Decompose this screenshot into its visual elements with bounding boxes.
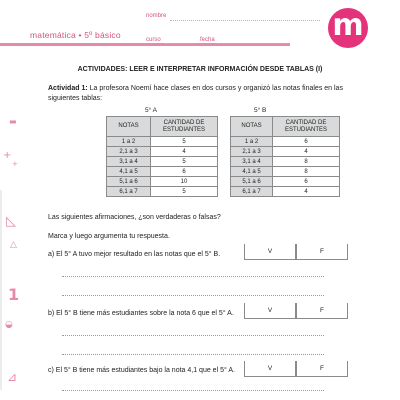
ruler-pencil-icon: ⊿ bbox=[7, 370, 18, 384]
count-cell: 5 bbox=[151, 157, 218, 167]
true-label: V bbox=[267, 248, 273, 255]
activity-intro bbox=[48, 84, 360, 104]
range-cell: 4,1 a 5 bbox=[231, 167, 273, 177]
range-cell: 2,1 a 3 bbox=[231, 147, 273, 157]
answer-line[interactable] bbox=[62, 295, 324, 296]
range-cell: 1 a 2 bbox=[107, 137, 151, 147]
option-false-c[interactable] bbox=[296, 361, 348, 377]
option-false-a[interactable] bbox=[296, 244, 348, 260]
false-label: F bbox=[320, 307, 324, 314]
notes-header: NOTAS bbox=[231, 117, 273, 137]
course-label: curso bbox=[146, 37, 161, 43]
statement-c: c) El 5° B tiene más estudiantes bajo la nota 4,1 que el 5° A. bbox=[48, 367, 235, 374]
count-cell: 8 bbox=[273, 157, 340, 167]
count-cell: 10 bbox=[151, 177, 218, 187]
ruler-icon: ▬ bbox=[9, 117, 17, 126]
course-5a-label: 5° A bbox=[145, 107, 157, 114]
count-cell: 4 bbox=[151, 147, 218, 157]
range-cell: 1 a 2 bbox=[231, 137, 273, 147]
range-cell: 3,1 a 4 bbox=[107, 157, 151, 167]
count-cell: 8 bbox=[273, 167, 340, 177]
range-cell: 5,1 a 6 bbox=[231, 177, 273, 187]
activity-title: ACTIVIDADES: LEER E INTERPRETAR INFORMACIÓN DESDE TABLAS (I) bbox=[77, 66, 323, 73]
set-square-icon: ◺ bbox=[6, 214, 16, 229]
date-label: fecha bbox=[200, 37, 215, 43]
count-cell: 4 bbox=[273, 147, 340, 157]
page-header bbox=[0, 0, 400, 52]
table-row bbox=[231, 187, 340, 197]
count-cell: 5 bbox=[151, 137, 218, 147]
count-header: CANTIDAD DE ESTUDIANTES bbox=[273, 117, 340, 137]
table-row bbox=[107, 167, 218, 177]
statement-b: b) El 5° B tiene más estudiantes sobre la nota 6 que el 5° A. bbox=[48, 310, 234, 317]
brand-logo: m bbox=[328, 8, 368, 48]
statement-a: a) El 5° A tuvo mejor resultado en las notas que el 5° B. bbox=[48, 251, 221, 258]
triangle-icon: △ bbox=[10, 240, 17, 250]
margin-line bbox=[0, 190, 2, 390]
date-field[interactable] bbox=[218, 43, 290, 44]
table-row bbox=[107, 147, 218, 157]
plus-icon: + bbox=[3, 150, 12, 161]
range-cell: 6,1 a 7 bbox=[231, 187, 273, 197]
small-plus-icon: + bbox=[12, 160, 18, 168]
range-cell: 6,1 a 7 bbox=[107, 187, 151, 197]
range-cell: 5,1 a 6 bbox=[107, 177, 151, 187]
course-5b-label: 5° B bbox=[254, 107, 267, 114]
grades-table-5a bbox=[106, 116, 218, 197]
table-row bbox=[231, 157, 340, 167]
count-header: CANTIDAD DE ESTUDIANTES bbox=[151, 117, 218, 137]
false-label: F bbox=[320, 248, 324, 255]
option-true-c[interactable] bbox=[244, 361, 296, 377]
range-cell: 4,1 a 5 bbox=[107, 167, 151, 177]
true-label: V bbox=[267, 365, 273, 372]
name-label: nombre bbox=[146, 13, 167, 19]
protractor-icon: ◒ bbox=[5, 320, 13, 330]
false-label: F bbox=[320, 365, 324, 372]
notes-header: NOTAS bbox=[107, 117, 151, 137]
table-row bbox=[107, 137, 218, 147]
option-true-a[interactable] bbox=[244, 244, 296, 260]
activity-intro-text: La profesora Noemí hace clases en dos cursos y organizó las notas finales en las siguientes tablas: bbox=[48, 85, 343, 102]
true-label: V bbox=[267, 307, 273, 314]
table-row bbox=[231, 147, 340, 157]
table-row bbox=[231, 137, 340, 147]
answer-line[interactable] bbox=[62, 276, 324, 277]
option-true-b[interactable] bbox=[244, 303, 296, 319]
answer-line[interactable] bbox=[62, 354, 324, 355]
count-cell: 6 bbox=[273, 177, 340, 187]
count-cell: 6 bbox=[151, 167, 218, 177]
number-one-icon: 1 bbox=[8, 285, 20, 304]
table-row bbox=[107, 177, 218, 187]
activity-label: Actividad 1: bbox=[48, 85, 88, 92]
count-cell: 4 bbox=[273, 187, 340, 197]
subject-label: matemática • 5º básico bbox=[30, 30, 121, 40]
answer-line[interactable] bbox=[62, 390, 324, 391]
range-cell: 3,1 a 4 bbox=[231, 157, 273, 167]
range-cell: 2,1 a 3 bbox=[107, 147, 151, 157]
answer-line[interactable] bbox=[62, 335, 324, 336]
option-false-b[interactable] bbox=[296, 303, 348, 319]
count-cell: 5 bbox=[151, 187, 218, 197]
table-row bbox=[107, 187, 218, 197]
name-field[interactable] bbox=[170, 20, 320, 21]
grades-table-5b bbox=[230, 116, 340, 197]
true-false-question: Las siguientes afirmaciones, ¿son verdaderas o falsas? bbox=[48, 214, 221, 221]
count-cell: 6 bbox=[273, 137, 340, 147]
table-row bbox=[107, 157, 218, 167]
course-field[interactable] bbox=[164, 43, 194, 44]
instruction-text: Marca y luego argumenta tu respuesta. bbox=[48, 233, 170, 240]
table-row bbox=[231, 177, 340, 187]
table-row bbox=[231, 167, 340, 177]
